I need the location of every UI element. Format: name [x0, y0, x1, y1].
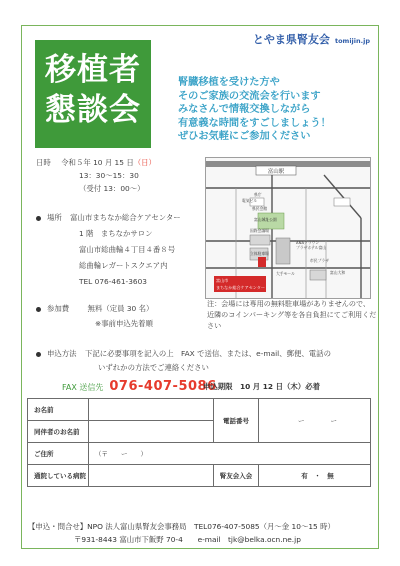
bullet-icon — [36, 307, 41, 312]
lead-text — [178, 76, 373, 144]
venue-marker — [258, 257, 266, 267]
access-map — [205, 157, 371, 299]
fee-note: ※事前申込先着順 — [95, 319, 153, 328]
fee-label: 参加費 — [47, 304, 70, 313]
address-field[interactable] — [89, 443, 371, 465]
lead-line: みなさんで情報交換しながら — [178, 104, 311, 116]
name-field[interactable] — [89, 399, 214, 421]
svg-text:ANAクラウン: ANAクラウン — [296, 240, 320, 245]
place-label: 場所 — [47, 213, 62, 222]
phone-field[interactable] — [259, 399, 371, 443]
companion-field[interactable] — [89, 421, 214, 443]
fee-row — [36, 303, 153, 314]
companion-label: 同伴者のお名前 — [28, 421, 89, 443]
fax-number: 076-407-5086 — [109, 379, 217, 394]
title-line-2: 懇談会 — [45, 92, 141, 128]
footer-contact: 【申込・問合せ】NPO 法人富山県腎友会事務局 TEL076-407-5085（月〜金 10〜15 時） — [28, 522, 335, 531]
svg-text:県庁: 県庁 — [254, 192, 262, 197]
form-row — [28, 465, 371, 487]
place-name: 富山市まちなか総合ケアセンター — [70, 213, 181, 222]
application-form — [27, 398, 371, 487]
date-value: 令和５年 10 月 15 日 — [61, 158, 134, 167]
station-label: 富山駅 — [267, 169, 285, 175]
venue-label: 富山市 — [216, 278, 229, 283]
date-label: 日時 — [36, 158, 51, 167]
svg-text:市民プラザ: 市民プラザ — [310, 258, 329, 263]
date-time: 13：30〜15：30 — [79, 171, 139, 180]
bullet-icon — [36, 216, 41, 221]
footer — [28, 520, 374, 546]
phone-dashes: ー ー — [298, 417, 337, 425]
member-field[interactable] — [259, 465, 371, 487]
lead-line: そのご家族の交流会を行います — [178, 90, 321, 102]
date-row — [36, 157, 156, 168]
place-address: 富山市総曲輪４丁目４番８号 — [79, 245, 176, 254]
logo-main: とやま県腎友会 — [252, 33, 330, 46]
lead-line: ぜひお気軽にご参加ください — [178, 131, 311, 143]
svg-text:電気ビル: 電気ビル — [242, 198, 258, 203]
address-label: ご住所 — [28, 443, 89, 465]
footer-address: 〒931-8443 富山市下飯野 70-4 e-mail tjk@belka.ocn.ne.jp — [74, 535, 301, 544]
hospital-field[interactable] — [89, 465, 214, 487]
venue-label: まちなか総合ケアセンター — [216, 285, 265, 290]
logo-url: tomijin.jp — [334, 37, 370, 45]
place-tel: TEL 076-461-3603 — [79, 277, 148, 286]
member-label: 腎友会入会 — [214, 465, 259, 487]
phone-label: 電話番号 — [214, 399, 259, 443]
apply-text: 下記に必要事項を記入の上 FAX で送信、または、e-mail、郵便、電話の — [84, 349, 331, 358]
place-floor: 1 階 まちなかサロン — [79, 229, 153, 238]
parking-note: 注：会場には専用の無料駐車場がありませんので、近隣のコインパーキング等を各自負担にてご利用ください — [207, 299, 377, 330]
form-row — [28, 443, 371, 465]
apply-text-2: いずれかの方法でご連絡ください — [98, 363, 209, 372]
postal-code: （〒 ー ） — [95, 450, 147, 458]
logo — [253, 28, 370, 47]
apply-label: 申込方法 — [47, 349, 77, 358]
date-weekday: （日） — [133, 158, 156, 167]
date-reception: （受付 13：00〜） — [79, 184, 145, 193]
map-svg — [206, 158, 370, 298]
svg-text:富山大和: 富山大和 — [330, 270, 346, 275]
place-building: 総曲輪レガートスクエア内 — [79, 261, 168, 270]
form-row — [28, 399, 371, 421]
svg-text:立体駐車場: 立体駐車場 — [250, 251, 269, 256]
bullet-icon — [36, 352, 41, 357]
title-box — [35, 40, 151, 148]
svg-text:大手モール: 大手モール — [276, 271, 295, 276]
svg-text:県民会館: 県民会館 — [252, 206, 268, 211]
hospital-label: 通院している病院 — [28, 465, 89, 487]
name-label: お名前 — [28, 399, 89, 421]
member-options: 有 ・ 無 — [301, 472, 334, 480]
lead-line: 有意義な時間をすごしましょう！ — [178, 117, 331, 129]
svg-text:プラザホテル富山: プラザホテル富山 — [296, 245, 327, 250]
lead-line: 腎臓移植を受けた方や — [178, 77, 280, 88]
deadline: 申込期限 10 月 12 日（木）必着 — [203, 382, 320, 391]
apply-row — [36, 348, 331, 359]
svg-text:富山城址公園: 富山城址公園 — [254, 217, 277, 222]
svg-text:国際会議場: 国際会議場 — [250, 228, 269, 233]
fax-label: FAX 送信先 — [62, 383, 104, 392]
fee-value: 無料（定員 30 名） — [87, 304, 154, 313]
fax-row — [62, 379, 217, 394]
title-line-1: 移植者 — [45, 52, 141, 88]
place-row — [36, 212, 181, 223]
